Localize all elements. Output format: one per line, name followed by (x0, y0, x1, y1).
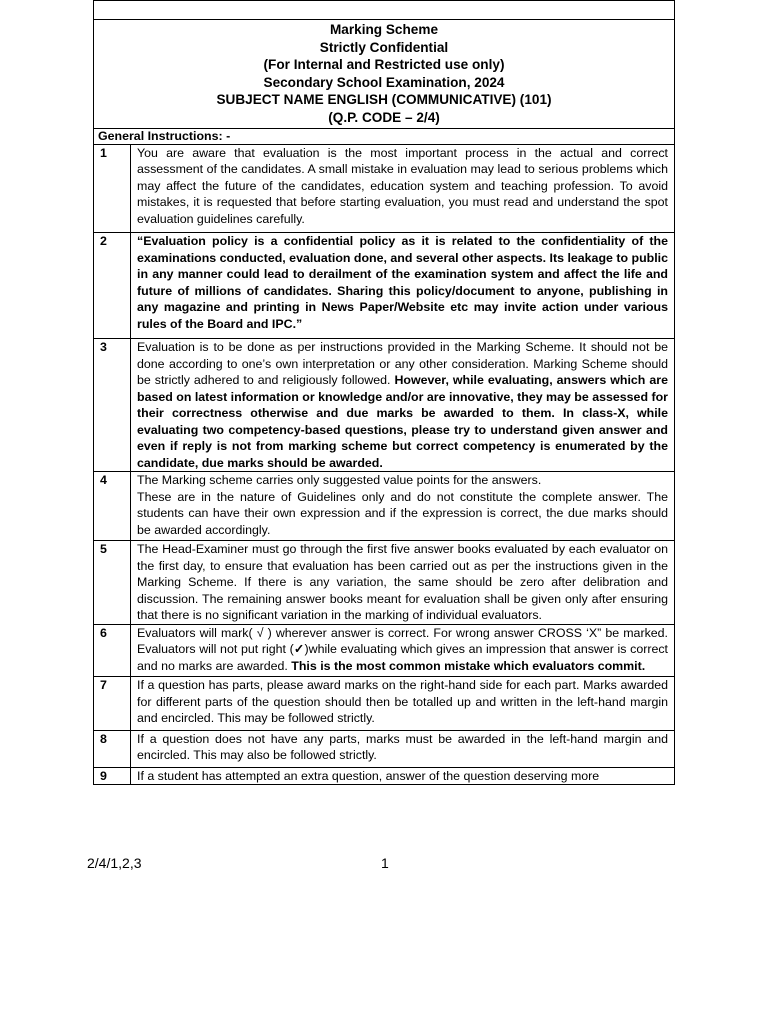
blank-top-row (94, 1, 675, 20)
instruction-number: 7 (94, 677, 131, 731)
marking-scheme-table (93, 0, 675, 785)
instruction-number: 5 (94, 541, 131, 625)
general-instructions-row (94, 128, 675, 144)
header-title: Marking Scheme (329, 22, 439, 37)
instruction-row (94, 233, 675, 339)
instruction-row (94, 677, 675, 731)
general-instructions-label: General Instructions: - (94, 128, 675, 144)
instruction-row (94, 541, 675, 625)
header-subject: SUBJECT NAME ENGLISH (COMMUNICATIVE) (101) (216, 92, 552, 108)
instruction-number: 4 (94, 472, 131, 541)
header-exam: Secondary School Examination, 2024 (263, 74, 505, 90)
page-number: 1 (381, 855, 389, 871)
instruction-text: If a student has attempted an extra question, answer of the question deserving more (131, 767, 675, 785)
footer-code: 2/4/1,2,3 (87, 855, 142, 871)
instruction-text: You are aware that evaluation is the most important process in the actual and correct assessment of the candidates. A small mistake in evaluation may lead to serious problems which may affect the future of the candidates, education system and teaching profession. To avoid mistakes, it is requested that before starting evaluation, you must read and understand the spot evaluation guidelines carefully. (131, 144, 675, 233)
instruction-text: The Marking scheme carries only suggested value points for the answers. These are in the nature of Guidelines only and do not constitute the complete answer. The students can have their own expression and if the expression is correct, the due marks should be awarded accordingly. (131, 472, 675, 541)
header-restricted: (For Internal and Restricted use only) (263, 57, 505, 73)
instruction-row (94, 144, 675, 233)
document-header (94, 20, 675, 129)
instruction-number: 8 (94, 730, 131, 767)
instruction-text: If a question has parts, please award marks on the right-hand side for each part. Marks awarded for different parts of the question should then be totalled up and written in the left-hand margin and encircled. This may be followed strictly. (131, 677, 675, 731)
instruction-number: 1 (94, 144, 131, 233)
header-confidential: Strictly Confidential (319, 39, 449, 55)
instruction-number: 2 (94, 233, 131, 339)
instruction-row (94, 472, 675, 541)
instruction-text: “Evaluation policy is a confidential policy as it is related to the confidentiality of the examinations conducted, evaluation done, and several other aspects. Its leakage to public in any manner could lead to derailment of the examination system and affect the life and future of millions of candidates. Sharing this policy/document to anyone, publishing in any magazine and printing in News Paper/Website etc may invite action under various rules of the Board and IPC.” (131, 233, 675, 339)
instruction-number: 9 (94, 767, 131, 785)
header-row (94, 20, 675, 129)
checkmark-icon: ✓ (293, 642, 305, 657)
instruction-text: If a question does not have any parts, marks must be awarded in the left-hand margin and encircled. This may also be followed strictly. (131, 730, 675, 767)
instruction-text: Evaluators will mark( √ ) wherever answer is correct. For wrong answer CROSS ‘X” be marked. Evaluators will not put right (✓)while evaluating which gives an impression that answer is correct and no marks are awarded. This is the most common mistake which evaluators commit. (131, 624, 675, 677)
instruction-text: Evaluation is to be done as per instructions provided in the Marking Scheme. It should not be done according to one’s own interpretation or any other consideration. Marking Scheme should be strictly adhered to and religiously followed. However, while evaluating, answers which are based on latest information or knowledge and/or are innovative, they may be assessed for their correctness otherwise and due marks be awarded to them. In class-X, while evaluating two competency-based questions, please try to understand given answer and even if reply is not from marking scheme but correct competency is enumerated by the candidate, due marks should be awarded. (131, 339, 675, 472)
header-qp-code: (Q.P. CODE – 2/4) (328, 109, 440, 125)
instruction-number: 6 (94, 624, 131, 677)
instruction-row (94, 767, 675, 785)
instruction-row (94, 624, 675, 677)
instruction-row (94, 730, 675, 767)
instruction-row (94, 339, 675, 472)
instruction-number: 3 (94, 339, 131, 472)
instruction-text: The Head-Examiner must go through the first five answer books evaluated by each evaluator on the first day, to ensure that evaluation has been carried out as per the instructions given in the Marking Scheme. If there is any variation, the same should be zero after delibration and discussion. The remaining answer books meant for evaluation shall be given only after ensuring that there is no significant variation in the marking of individual evaluators. (131, 541, 675, 625)
